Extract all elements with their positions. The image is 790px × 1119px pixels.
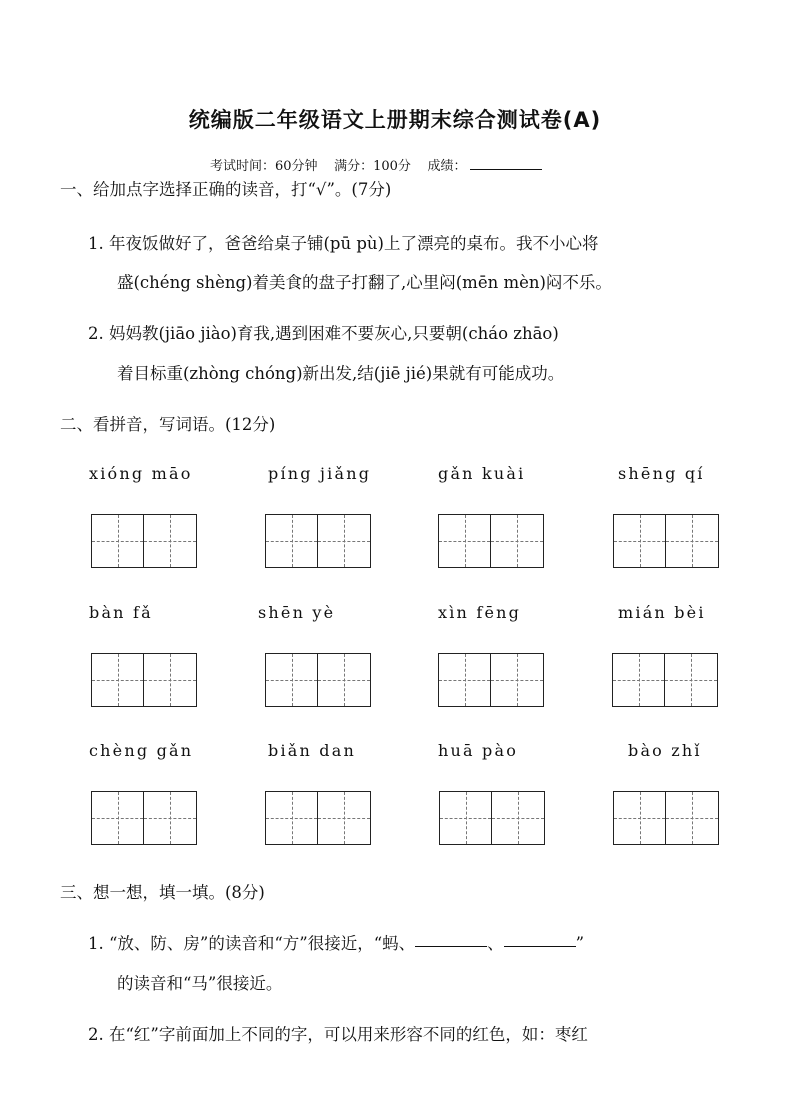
tianzige-grid[interactable] (91, 791, 197, 845)
section1-q1-line1: 1. 年夜饭做好了，爸爸给桌子铺(pū pù)上了漂亮的桌布。我不小心将 (88, 234, 599, 253)
tianzige-cell[interactable] (92, 515, 144, 567)
tianzige-grid[interactable] (91, 514, 197, 568)
pinyin-label: gǎn kuài (438, 464, 526, 483)
tianzige-grid[interactable] (612, 653, 718, 707)
tianzige-cell[interactable] (144, 654, 196, 706)
exam-time: 考试时间：60分钟 (210, 159, 318, 174)
pinyin-label: xióng māo (89, 464, 193, 483)
separator-text: 、 (487, 934, 504, 953)
tianzige-cell[interactable] (614, 792, 666, 844)
tianzige-cell[interactable] (92, 654, 144, 706)
pinyin-label: shēng qí (618, 464, 705, 483)
tianzige-grid[interactable] (265, 791, 371, 845)
tianzige-cell[interactable] (613, 654, 665, 706)
tianzige-cell[interactable] (439, 654, 491, 706)
tianzige-cell[interactable] (439, 515, 491, 567)
section1-q1-line2: 盛(chéng shèng)着美食的盘子打翻了,心里闷(mēn mèn)闷不乐。 (117, 273, 612, 292)
answer-blank[interactable] (415, 945, 487, 947)
tianzige-cell[interactable] (666, 515, 718, 567)
tianzige-cell[interactable] (492, 792, 544, 844)
tianzige-cell[interactable] (491, 654, 543, 706)
pinyin-label: xìn fēng (438, 603, 522, 622)
pinyin-label: mián bèi (618, 603, 706, 622)
tianzige-grid[interactable] (265, 514, 371, 568)
section3-q2-line1: 2. 在“红”字前面加上不同的字，可以用来形容不同的红色，如：枣红 (88, 1025, 588, 1044)
exam-score: 满分：100分 (334, 159, 411, 174)
tianzige-cell[interactable] (318, 792, 370, 844)
tianzige-cell[interactable] (491, 515, 543, 567)
exam-meta (210, 155, 542, 174)
section1-heading: 一、给加点字选择正确的读音，打“√”。(7分) (60, 180, 392, 199)
tianzige-cell[interactable] (266, 654, 318, 706)
tianzige-cell[interactable] (318, 515, 370, 567)
tianzige-cell[interactable] (318, 654, 370, 706)
tianzige-grid[interactable] (613, 791, 719, 845)
grade-blank[interactable] (470, 157, 542, 170)
section3-q1-line2: 的读音和“马”很接近。 (117, 974, 283, 993)
pinyin-label: chèng gǎn (89, 741, 194, 760)
tianzige-grid[interactable] (439, 791, 545, 845)
page-title: 统编版二年级语文上册期末综合测试卷(A) (188, 108, 602, 132)
grade-label: 成绩： (427, 159, 467, 174)
closing-quote: ” (575, 934, 585, 953)
section3-q1-text: 1. “放、防、房”的读音和“方”很接近，“蚂、 (88, 934, 416, 953)
section2-heading: 二、看拼音，写词语。(12分) (60, 415, 276, 434)
tianzige-grid[interactable] (438, 514, 544, 568)
pinyin-label: shēn yè (258, 603, 336, 622)
section3-q1-line1 (88, 930, 584, 954)
tianzige-cell[interactable] (144, 792, 196, 844)
tianzige-grid[interactable] (613, 514, 719, 568)
section1-q2-line2: 着目标重(zhòng chóng)新出发,结(jiē jié)果就有可能成功。 (117, 364, 565, 383)
pinyin-label: bàn fǎ (89, 603, 153, 622)
answer-blank[interactable] (504, 945, 576, 947)
section1-q2-line1: 2. 妈妈教(jiāo jiào)育我,遇到困难不要灰心,只要朝(cháo zhāo) (88, 324, 559, 343)
tianzige-cell[interactable] (92, 792, 144, 844)
tianzige-cell[interactable] (440, 792, 492, 844)
pinyin-label: biǎn dan (268, 741, 356, 760)
tianzige-cell[interactable] (666, 792, 718, 844)
tianzige-grid[interactable] (438, 653, 544, 707)
pinyin-label: huā pào (438, 741, 519, 760)
pinyin-label: píng jiǎng (268, 464, 372, 483)
tianzige-cell[interactable] (144, 515, 196, 567)
tianzige-cell[interactable] (614, 515, 666, 567)
tianzige-grid[interactable] (265, 653, 371, 707)
tianzige-cell[interactable] (266, 515, 318, 567)
tianzige-cell[interactable] (266, 792, 318, 844)
pinyin-label: bào zhǐ (628, 741, 702, 760)
tianzige-grid[interactable] (91, 653, 197, 707)
tianzige-cell[interactable] (665, 654, 717, 706)
section3-heading: 三、想一想，填一填。(8分) (60, 883, 265, 902)
